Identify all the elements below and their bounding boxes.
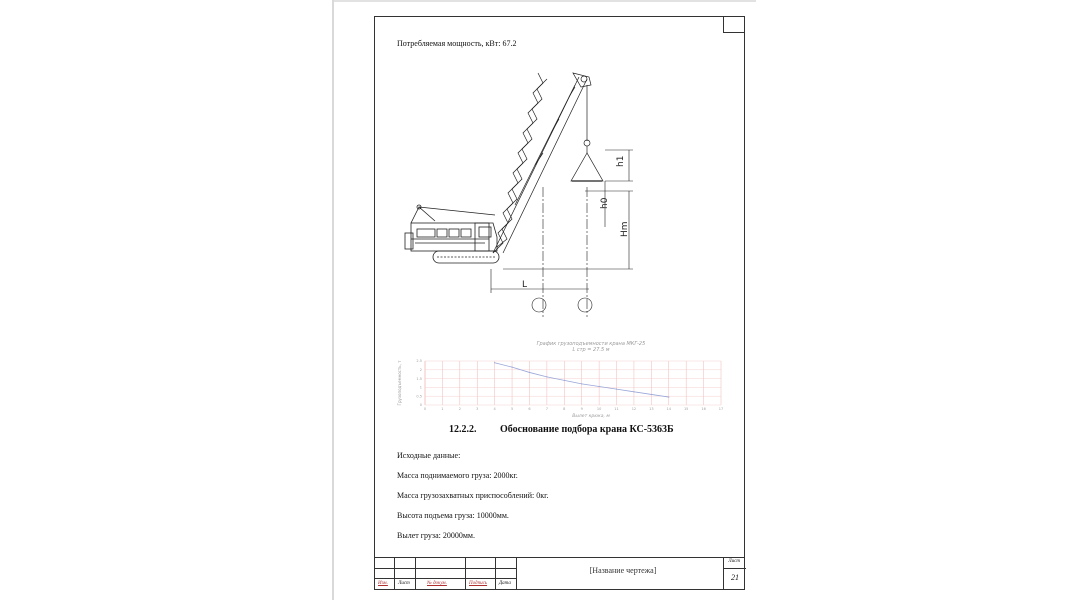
- chart-x-tick: 9: [580, 407, 583, 411]
- chart-point: [511, 367, 512, 368]
- chart-subtitle: L стр = 27.5 м: [572, 347, 610, 353]
- chart-x-tick: 10: [596, 407, 602, 411]
- section-title: Обоснование подбора крана КС-5363Б: [500, 424, 674, 435]
- chart-point: [494, 362, 495, 363]
- dim-h0-label: h0: [600, 197, 610, 209]
- chart-y-tick: 2: [419, 368, 422, 372]
- chart-ylabel: Грузоподъемность, т: [397, 360, 402, 406]
- chart-y-tick: 0.5: [416, 394, 422, 399]
- dim-hm-label: Hm: [620, 221, 630, 237]
- chart-y-tick: 0: [419, 403, 422, 408]
- chart-x-tick: 14: [666, 407, 671, 411]
- stamp-col-signature: Подпись: [469, 581, 488, 586]
- stamp-col-date: Дата: [499, 581, 511, 586]
- drawing-frame: [374, 16, 745, 590]
- document-page: [334, 0, 756, 600]
- section-number: 12.2.2.: [449, 424, 477, 435]
- chart-y-tick: 2.5: [416, 359, 422, 364]
- stamp-col-change: Изм.: [378, 581, 388, 586]
- chart-point: [651, 394, 652, 395]
- chart-x-tick: 15: [683, 407, 689, 411]
- chart-x-tick: 6: [528, 407, 531, 411]
- chart-y-tick: 1.5: [416, 376, 422, 381]
- chart-x-tick: 17: [718, 407, 724, 411]
- chart-x-tick: 16: [701, 407, 706, 411]
- chart-point: [564, 380, 565, 381]
- chart-point: [633, 391, 634, 392]
- paragraph-rigging-mass: Масса грузозахватных приспособлений: 0кг.: [397, 491, 549, 500]
- chart-x-tick: 4: [493, 407, 496, 411]
- stamp-col-docnum: № докум.: [427, 581, 447, 586]
- chart-point: [529, 372, 530, 373]
- power-text: Потребляемая мощность, кВт: 67.2: [397, 39, 517, 48]
- chart-point: [581, 383, 582, 384]
- chart-x-tick: 11: [614, 407, 619, 411]
- dim-l-label: L: [522, 280, 528, 290]
- chart-point: [599, 386, 600, 387]
- paragraph-lift-height: Высота подъема груза: 10000мм.: [397, 511, 509, 520]
- frame-corner-box: [723, 16, 745, 33]
- chart-x-tick: 2: [458, 407, 461, 411]
- chart-x-tick: 8: [563, 407, 566, 411]
- crane-drawing: [375, 57, 746, 329]
- chart-y-tick: 1: [419, 385, 422, 390]
- chart-x-tick: 3: [476, 407, 479, 411]
- chart-xlabel: Вылет крюка, м: [572, 414, 610, 419]
- chart-x-tick: 0: [423, 407, 427, 411]
- capacity-chart: [391, 335, 731, 421]
- sheet-number: 21: [731, 573, 739, 582]
- paragraph-initial-data: Исходные данные:: [397, 451, 461, 460]
- chart-title: График грузоподъемности крана МКГ-25: [536, 341, 646, 347]
- chart-x-tick: 13: [649, 407, 654, 411]
- chart-point: [546, 376, 547, 377]
- chart-point: [616, 389, 617, 390]
- dim-h1-label: h1: [616, 155, 626, 167]
- chart-x-tick: 1: [441, 407, 444, 411]
- sheet-label: Лист: [728, 559, 740, 564]
- drawing-name-field[interactable]: [Название чертежа]: [589, 566, 657, 575]
- stamp-col-sheet: Лист: [398, 581, 410, 586]
- title-block: [375, 557, 744, 589]
- chart-x-tick: 12: [631, 407, 637, 411]
- chart-point: [668, 396, 669, 397]
- paragraph-reach: Вылет груза: 20000мм.: [397, 531, 475, 540]
- paragraph-load-mass: Масса поднимаемого груза: 2000кг.: [397, 471, 518, 480]
- chart-x-tick: 7: [545, 407, 548, 411]
- chart-x-tick: 5: [510, 407, 514, 411]
